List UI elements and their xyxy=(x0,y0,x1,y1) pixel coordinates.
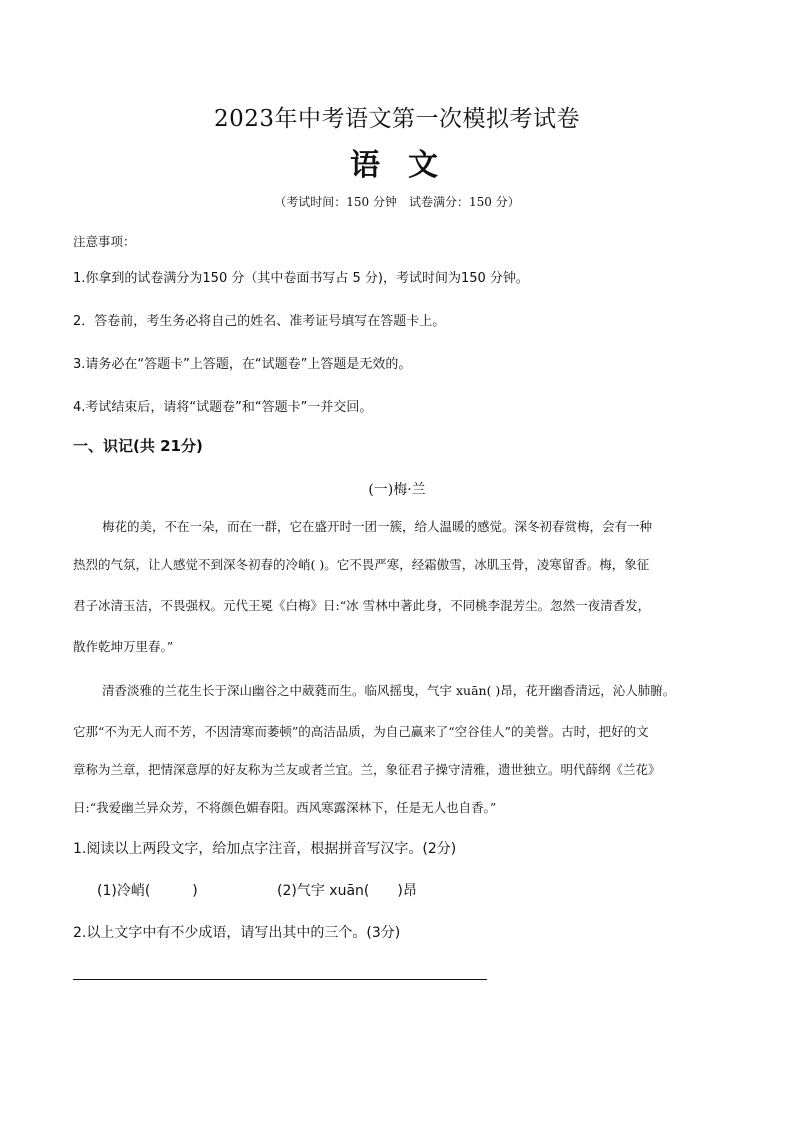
passage-line: 君子冰清玉洁，不畏强权。元代王冕《白梅》日:“冰 雪林中著此身，不同桃李混芳尘。忽然一夜清香发， xyxy=(73,598,651,613)
note-item-3: 3.请务必在“答题卡”上答题，在“试题卷”上答题是无效的。 xyxy=(73,357,412,372)
exam-title: 2023年中考语文第一次模拟考试卷 xyxy=(213,106,581,132)
passage-line: 章称为兰章，把情深意厚的好友称为兰友或者兰宜。兰，象征君子操守清雅，遗世独立。明代薛纲《兰花》 xyxy=(73,762,661,777)
subject-char-1: 语 xyxy=(350,148,386,183)
question-1: 1.阅读以上两段文字，给加点字注音，根据拼音写汉字。(2分) xyxy=(73,841,457,857)
passage-line: 热烈的气氛，让人感觉不到深冬初春的冷峭( )。它不畏严寒，经霜傲雪，冰肌玉骨，凌寒留香。梅，象征 xyxy=(73,557,650,572)
subject-char-2: 文 xyxy=(408,148,444,183)
subject-title xyxy=(0,140,794,184)
question-1-blank-2[interactable]: (2)气宇 xuān( )昂 xyxy=(277,883,417,899)
question-2: 2.以上文字中有不少成语，请写出其中的三个。(3分) xyxy=(73,925,401,941)
note-item-2: 2．答卷前，考生务必将自己的姓名、准考证号填写在答题卡上。 xyxy=(73,314,446,329)
notes-heading: 注意事项： xyxy=(73,234,136,249)
question-1-blank-1[interactable]: (1)冷峭( ) xyxy=(97,883,198,899)
passage-line: 梅花的美，不在一朵，而在一群，它在盛开时一团一簇，给人温暖的感觉。深冬初春赏梅，会有一种 xyxy=(102,519,653,534)
note-item-1: 1.你拿到的试卷满分为150 分（其中卷面书写占 5 分)，考试时间为150 分钟。 xyxy=(73,271,529,286)
passage-line: 它那“不为无人而不芳，不因清寒而萎顿”的高洁品质，为自己赢来了“空谷佳人”的美誉。古时，把好的文 xyxy=(73,724,649,739)
answer-line[interactable] xyxy=(73,979,487,980)
passage-line: 清香淡雅的兰花生长于深山幽谷之中葳蕤而生。临风摇曳，气宇 xuān( )昂，花开幽香清远，沁人肺腑。 xyxy=(102,683,676,698)
exam-time-info: （考试时间：150 分钟 试卷满分：150 分） xyxy=(274,195,520,209)
note-item-4: 4.考试结束后，请将“试题卷”和“答题卡”一并交回。 xyxy=(73,400,373,415)
passage-line: 散作乾坤万里春。” xyxy=(73,639,174,654)
passage-line: 日:“我爱幽兰异众芳，不将颜色媚春阳。西风寒露深林下，任是无人也自香。” xyxy=(73,800,497,815)
passage-title: (一)梅·兰 xyxy=(368,482,426,498)
section-heading: 一、识记(共 21分) xyxy=(73,437,203,455)
